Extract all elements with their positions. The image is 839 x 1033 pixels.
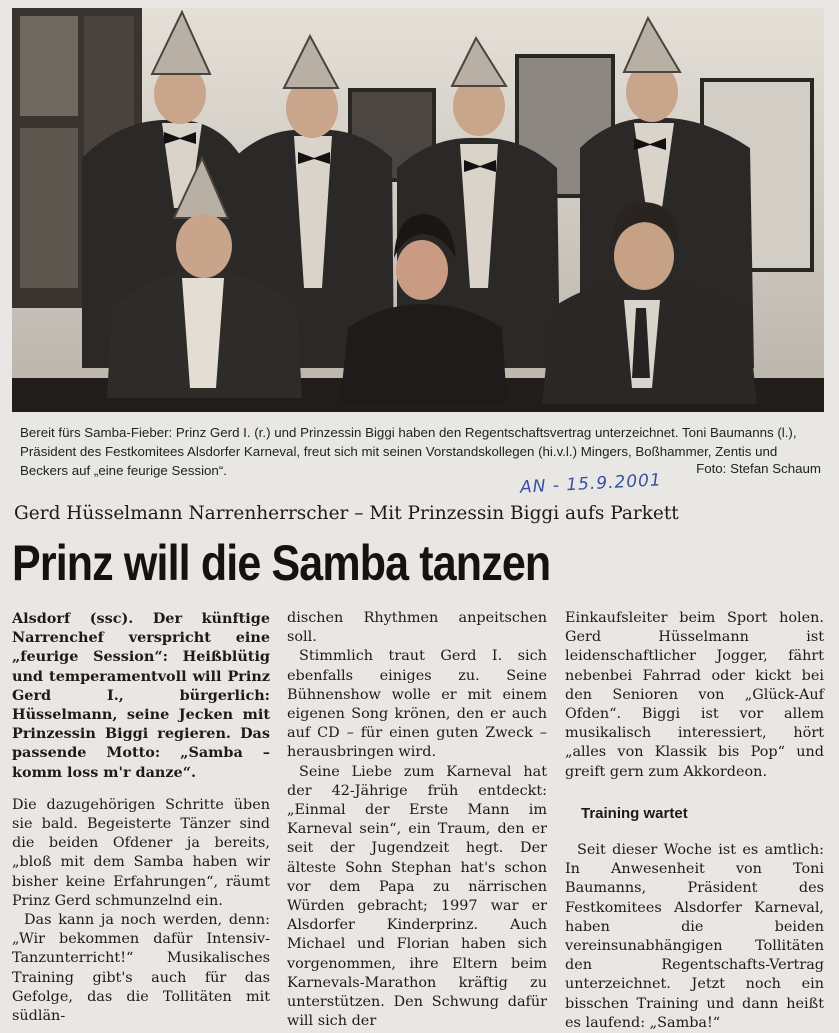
article-column-2	[287, 609, 547, 1031]
paragraph: Die dazugehörigen Schritte üben sie bald. Begeisterte Tänzer sind die beiden Ofdener ja bereits, „bloß mit dem Samba haben wir bisher keine Erfahrungen“, räumt Prinz Gerd schmunzelnd ein.	[12, 796, 270, 909]
kicker-line: Gerd Hüsselmann Narrenherrscher – Mit Prinzessin Biggi aufs Parkett	[14, 503, 679, 524]
paragraph: Einkaufsleiter beim Sport holen. Gerd Hüsselmann ist leidenschaftlicher Jogger, fährt nebenbei Fahrrad oder kickt bei den Senioren von „Glück-Auf Ofden“. Biggi ist vor allem musikalisch interessiert, hört „alles von Klassik bis Pop“ und greift gern zum Akkordeon.	[565, 610, 824, 780]
paragraph: Stimmlich traut Gerd I. sich ebenfalls einiges zu. Seine Bühnenshow wolle er mit einem eigenen Song krönen, den er auch auf CD – für einen guten Zweck – herausbringen wird.	[287, 648, 547, 761]
lead-paragraph: Alsdorf (ssc). Der künftige Narrenchef verspricht eine „feurige Session“: Heißblütig und temperamentvoll will Prinz Gerd I., bürgerlich: Hüsselmann, seine Jecken mit Prinzessin Biggi regieren. Das passende Motto: „Samba – komm loss m'r danze“.	[12, 610, 270, 781]
paragraph: Das kann ja noch werden, denn: „Wir bekommen dafür Intensiv-Tanzunterricht!“ Musikalisches Training gibt's auch für das Gefolge, das die Tollitäten mit südlän-	[12, 912, 270, 1025]
group-photo	[12, 8, 824, 412]
article-column-1	[12, 609, 270, 1026]
handwritten-date-note: AN - 15.9.2001	[519, 470, 663, 498]
paragraph: Seine Liebe zum Karneval hat der 42-Jährige früh entdeckt: „Einmal der Erste Mann im Karneval sein“, ein Traum, den er seit der Jugendzeit hegt. Der älteste Sohn Stephan hat's schon vor dem Papa zu närrischen Würden gebracht; 1997 war er Alsdorfer Kinderprinz. Auch Michael und Florian haben sich vorgenommen, ihre Eltern beim Karnevals-Marathon kräftig zu unterstützen. Den Schwung dafür will sich der	[287, 763, 547, 1030]
photo-illustration	[12, 8, 824, 412]
caption-text: Bereit fürs Samba-Fieber: Prinz Gerd I. (r.) und Prinzessin Biggi haben den Regentschaftsvertrag unterzeichnet. Toni Baumanns (l.), Präsident des Festkomitees Alsdorfer Karneval, freut sich mit seinen Vorstandskollegen (hi.v.l.) Mingers, Boßhammer, Zentis und Beckers auf „eine feurige Session“.	[20, 425, 797, 478]
paragraph: Seit dieser Woche ist es amtlich: In Anwesenheit von Toni Baumanns, Präsident des Festkomitees Alsdorfer Karneval, haben die beiden vereinsunabhängigen Tollitäten den Regentschafts-Vertrag unterzeichnet. Jetzt noch ein bisschen Training und dann heißt es laufend: „Samba!“	[565, 842, 824, 1031]
photo-credit: Foto: Stefan Schaum	[696, 461, 821, 476]
subheading: Training wartet	[581, 804, 688, 822]
article-column-3	[565, 609, 824, 1033]
paragraph: dischen Rhythmen anpeitschen soll.	[287, 610, 547, 646]
headline: Prinz will die Samba tanzen	[12, 535, 551, 591]
